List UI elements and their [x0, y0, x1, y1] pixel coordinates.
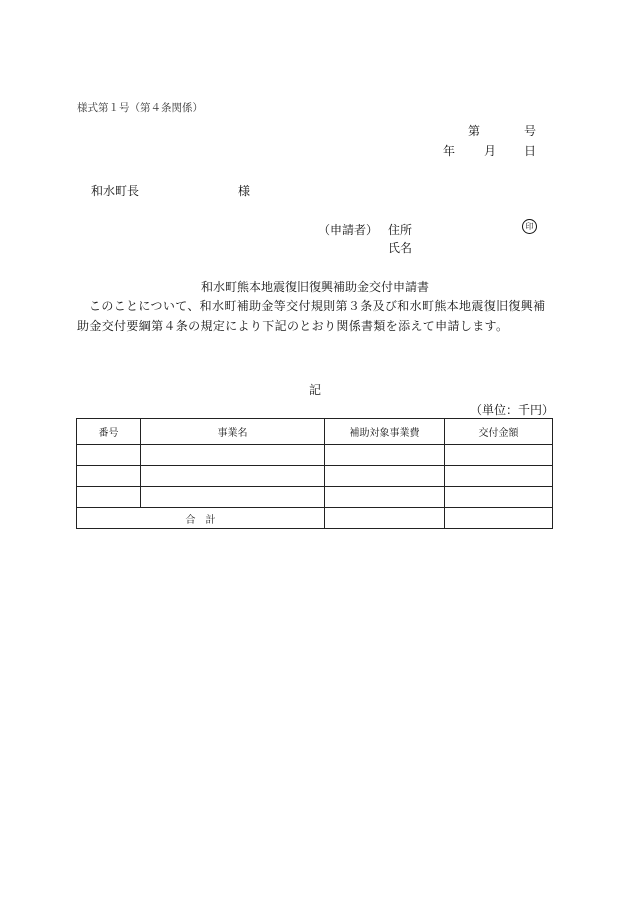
table-total-row [77, 508, 553, 529]
date-day-label: 日 [524, 144, 537, 158]
date-month-label: 月 [484, 144, 497, 158]
table-cell[interactable] [141, 466, 325, 487]
date-year-label: 年 [443, 144, 456, 158]
addressee-name: 和水町長 [91, 184, 140, 198]
table-row [77, 466, 553, 487]
form-number: 様式第１号（第４条関係） [77, 102, 203, 114]
seal-icon: 印 [522, 219, 537, 234]
total-label: 合 計 [77, 508, 325, 529]
document-number-suffix: 号 [524, 124, 537, 138]
table-row [77, 445, 553, 466]
table-cell[interactable] [325, 466, 445, 487]
table-cell[interactable] [77, 445, 141, 466]
breakdown-table [76, 418, 553, 529]
table-row [77, 487, 553, 508]
table-cell[interactable] [445, 466, 553, 487]
addressee-honorific: 様 [238, 184, 251, 198]
table-cell[interactable] [325, 445, 445, 466]
table-cell[interactable] [445, 487, 553, 508]
document-number-prefix: 第 [468, 124, 481, 138]
header-project-name: 事業名 [141, 419, 325, 445]
header-grant-amount: 交付金額 [445, 419, 553, 445]
table-cell[interactable] [77, 487, 141, 508]
total-grant-amount[interactable] [445, 508, 553, 529]
table-cell[interactable] [445, 445, 553, 466]
address-label: 住所 [388, 223, 413, 237]
table-header-row [77, 419, 553, 445]
table-cell[interactable] [141, 487, 325, 508]
table-cell[interactable] [325, 487, 445, 508]
table-cell[interactable] [141, 445, 325, 466]
unit-label: （単位：千円） [470, 403, 555, 417]
document-title: 和水町熊本地震復旧復興補助金交付申請書 [200, 280, 429, 294]
total-eligible-cost[interactable] [325, 508, 445, 529]
body-paragraph: このことについて、和水町補助金等交付規則第３条及び和水町熊本地震復旧復興補助金交付要綱第４条の規定により下記のとおり関係書類を添えて申請します。 [77, 299, 546, 333]
table-cell[interactable] [77, 466, 141, 487]
applicant-label: （申請者） [318, 223, 379, 237]
ki-heading: 記 [308, 383, 321, 397]
name-label: 氏名 [388, 241, 413, 255]
header-eligible-cost: 補助対象事業費 [325, 419, 445, 445]
header-number: 番号 [77, 419, 141, 445]
